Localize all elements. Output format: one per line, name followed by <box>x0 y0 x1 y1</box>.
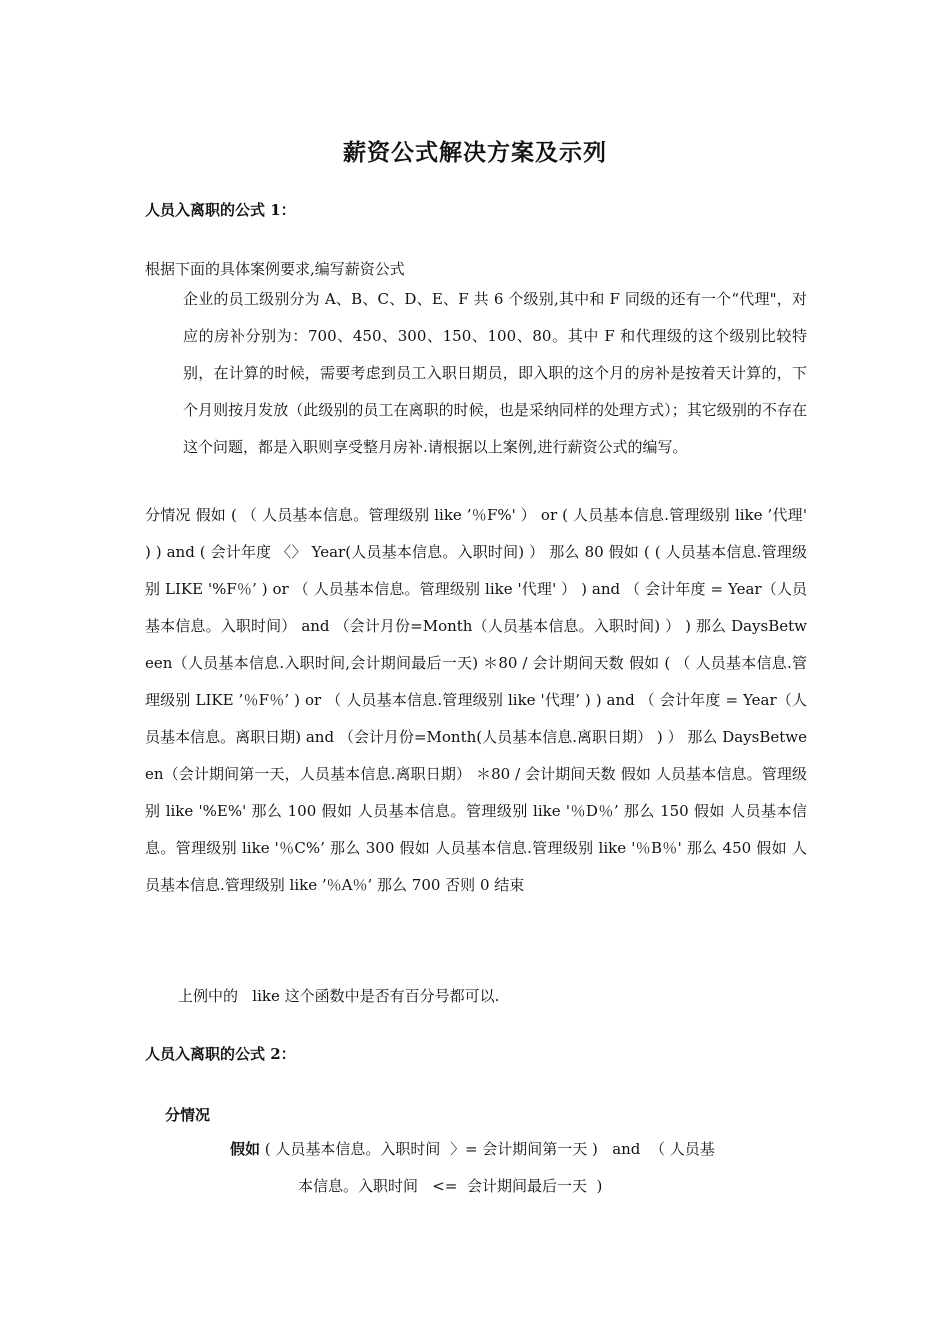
section2-heading: 人员入离职的公式 2： <box>145 1045 296 1063</box>
document-title: 薪资公式解决方案及示列 <box>343 139 607 166</box>
formula-2-line-1 <box>230 1138 807 1159</box>
formula-2-line-2: 本信息。入职时间 <= 会计期间最后一天 ) <box>298 1177 603 1195</box>
case-description <box>183 281 807 466</box>
case-description-text: 企业的员工级别分为 A、B、C、D、E、F 共 6 个级别,其中和 F 同级的还有一个“代理"，对应的房补分别为：700、450、300、150、100、80。其中 F 和代理级的这个级别比较特别，在计算的时候，需要考虑到员工入职日期员，即入职的这个月的房补是按着天计算的，下个月则按月发放（此级别的员工在离职的时候，也是采纳同样的处理方式）；其它级别的不存在这个问题，都是入职则享受整月房补.请根据以上案例,进行薪资公式的编写。 <box>183 290 807 456</box>
formula-2-condition-1: ( 人员基本信息。入职时间 〉= 会计期间第一天 ) and （ 人员基 <box>260 1140 715 1158</box>
formula-note: 上例中的 like 这个函数中是否有百分号都可以. <box>178 987 500 1005</box>
case-label: 分情况 <box>165 1106 211 1124</box>
section1-intro: 根据下面的具体案例要求,编写薪资公式 <box>145 260 405 278</box>
formula-1-text: 分情况 假如 ( （ 人员基本信息。管理级别 like ’％F%' ） or ( 人员基本信息.管理级别 like ’代理' ) ) and ( 会计年度 〈〉 Year(人员基本信息。入职时间) ） 那么 80 假如 ( ( 人员基本信息.管理级别 LIKE '%F％’ ) or （ 人员基本信息。管理级别 like '代理' ） ) and （ 会计年度 = Year（人员基本信息。入职时间） and （会计月份=Month（人员基本信息。入职时间) ） ) 那么 DaysBetween（人员基本信息.入职时间,会计期间最后一天) ＊80 / 会计期间天数 假如 ( （ 人员基本信息.管理级别 LIKE ’％F％’ ) or （ 人员基本信息.管理级别 like '代理’ ) ) and （ 会计年度 = Year（人员基本信息。离职日期) and （会计月份=Month(人员基本信息.离职日期） ) ） 那么 DaysBetween（会计期间第一天，人员基本信息.离职日期） ＊80 / 会计期间天数 假如 人员基本信息。管理级别 like '%E%' 那么 100 假如 人员基本信息。管理级别 like '％D％’ 那么 150 假如 人员基本信息。管理级别 like '％C%’ 那么 300 假如 人员基本信息.管理级别 like '％B％' 那么 450 假如 人员基本信息.管理级别 like ’％A％’ 那么 700 否则 0 结束 <box>145 506 807 894</box>
if-keyword: 假如 <box>230 1140 261 1158</box>
section1-heading: 人员入离职的公式 1： <box>145 201 296 219</box>
